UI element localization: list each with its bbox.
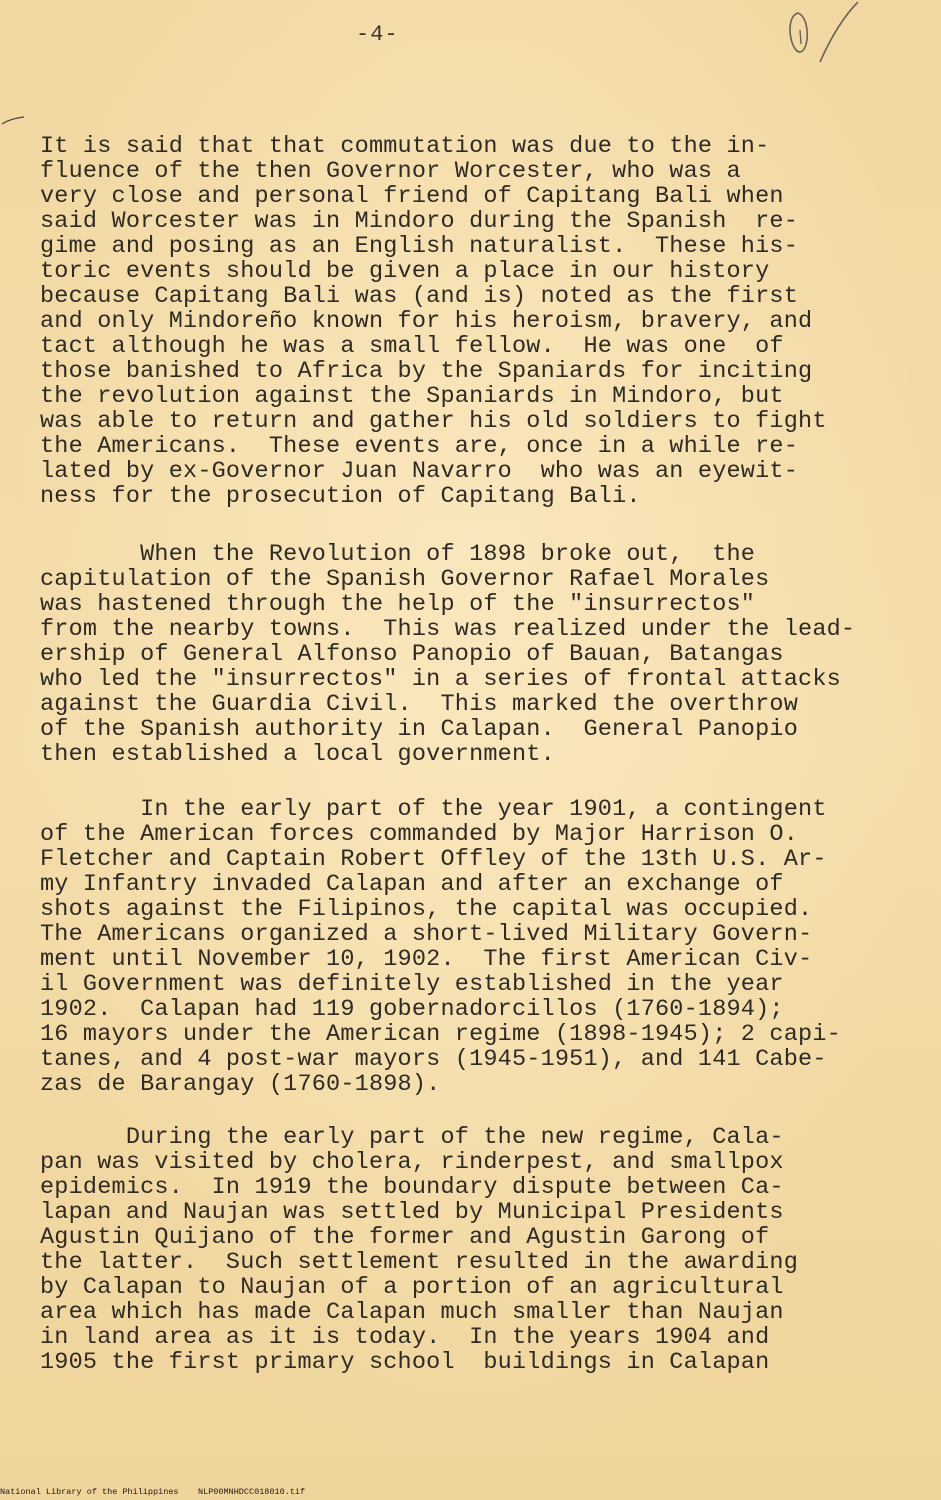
- text-line: lapan and Naujan was settled by Municipal Presidents: [40, 1199, 784, 1226]
- text-line: capitulation of the Spanish Governor Rafael Morales: [40, 566, 770, 593]
- text-line: because Capitang Bali was (and is) noted as the first: [40, 283, 799, 310]
- text-line: very close and personal friend of Capitang Bali when: [40, 183, 784, 210]
- text-line: area which has made Calapan much smaller than Naujan: [40, 1299, 784, 1326]
- text-line: tanes, and 4 post-war mayors (1945-1951), and 141 Cabe-: [40, 1046, 827, 1073]
- text-line: fluence of the then Governor Worcester, who was a: [40, 158, 741, 185]
- text-line: gime and posing as an English naturalist. These his-: [40, 233, 799, 260]
- text-line: my Infantry invaded Calapan and after an exchange of: [40, 871, 784, 898]
- text-line: those banished to Africa by the Spaniards for inciting: [40, 358, 813, 385]
- text-line: toric events should be given a place in our history: [40, 258, 770, 285]
- text-line: When the Revolution of 1898 broke out, the: [40, 541, 756, 568]
- footer-institution: National Library of the Philippines: [0, 1487, 179, 1497]
- text-line: the revolution against the Spaniards in Mindoro, but: [40, 383, 784, 410]
- text-line: said Worcester was in Mindoro during the Spanish re-: [40, 208, 799, 235]
- footer-filename: NLP00MNHDCC018010.tif: [198, 1487, 306, 1497]
- handwritten-check-mark: [782, 0, 862, 70]
- text-line: Agustin Quijano of the former and Agustin Garong of: [40, 1224, 770, 1251]
- text-line: During the early part of the new regime, Cala-: [40, 1124, 784, 1151]
- text-line: was able to return and gather his old soldiers to fight: [40, 408, 827, 435]
- text-line: lated by ex-Governor Juan Navarro who was an eyewit-: [40, 458, 799, 485]
- paragraph-capitang-bali: [40, 134, 910, 509]
- text-line: 1902. Calapan had 119 gobernadorcillos (1760-1894);: [40, 996, 784, 1023]
- text-line: of the Spanish authority in Calapan. General Panopio: [40, 716, 799, 743]
- text-line: zas de Barangay (1760-1898).: [40, 1071, 441, 1098]
- text-line: the latter. Such settlement resulted in the awarding: [40, 1249, 799, 1276]
- paragraph-revolution-1898: [40, 542, 910, 767]
- typewritten-body: [40, 134, 910, 1375]
- text-line: who led the "insurrectos" in a series of frontal attacks: [40, 666, 841, 693]
- page-number: -4-: [356, 22, 399, 47]
- text-line: pan was visited by cholera, rinderpest, and smallpox: [40, 1149, 784, 1176]
- text-line: epidemics. In 1919 the boundary dispute between Ca-: [40, 1174, 784, 1201]
- text-line: of the American forces commanded by Major Harrison O.: [40, 821, 799, 848]
- text-line: and only Mindoreño known for his heroism, bravery, and: [40, 308, 813, 335]
- text-line: The Americans organized a short-lived Military Govern-: [40, 921, 813, 948]
- text-line: was hastened through the help of the "insurrectos": [40, 591, 756, 618]
- paragraph-new-regime: [40, 1125, 910, 1375]
- text-line: tact although he was a small fellow. He was one of: [40, 333, 784, 360]
- text-line: In the early part of the year 1901, a contingent: [40, 796, 827, 823]
- text-line: 1905 the first primary school buildings in Calapan: [40, 1349, 770, 1376]
- text-line: It is said that that commutation was due to the in-: [40, 133, 770, 160]
- text-line: Fletcher and Captain Robert Offley of the 13th U.S. Ar-: [40, 846, 827, 873]
- margin-pencil-tick: [2, 116, 26, 126]
- text-line: 16 mayors under the American regime (1898-1945); 2 capi-: [40, 1021, 841, 1048]
- text-line: shots against the Filipinos, the capital was occupied.: [40, 896, 813, 923]
- text-line: against the Guardia Civil. This marked the overthrow: [40, 691, 799, 718]
- paragraph-american-forces-1901: [40, 797, 910, 1097]
- text-line: ership of General Alfonso Panopio of Bauan, Batangas: [40, 641, 784, 668]
- text-line: il Government was definitely established in the year: [40, 971, 784, 998]
- text-line: ment until November 10, 1902. The first American Civ-: [40, 946, 813, 973]
- text-line: then established a local government.: [40, 741, 555, 768]
- text-line: ness for the prosecution of Capitang Bali.: [40, 483, 641, 510]
- text-line: in land area as it is today. In the years 1904 and: [40, 1324, 770, 1351]
- text-line: the Americans. These events are, once in a while re-: [40, 433, 799, 460]
- text-line: from the nearby towns. This was realized under the lead-: [40, 616, 856, 643]
- text-line: by Calapan to Naujan of a portion of an agricultural: [40, 1274, 784, 1301]
